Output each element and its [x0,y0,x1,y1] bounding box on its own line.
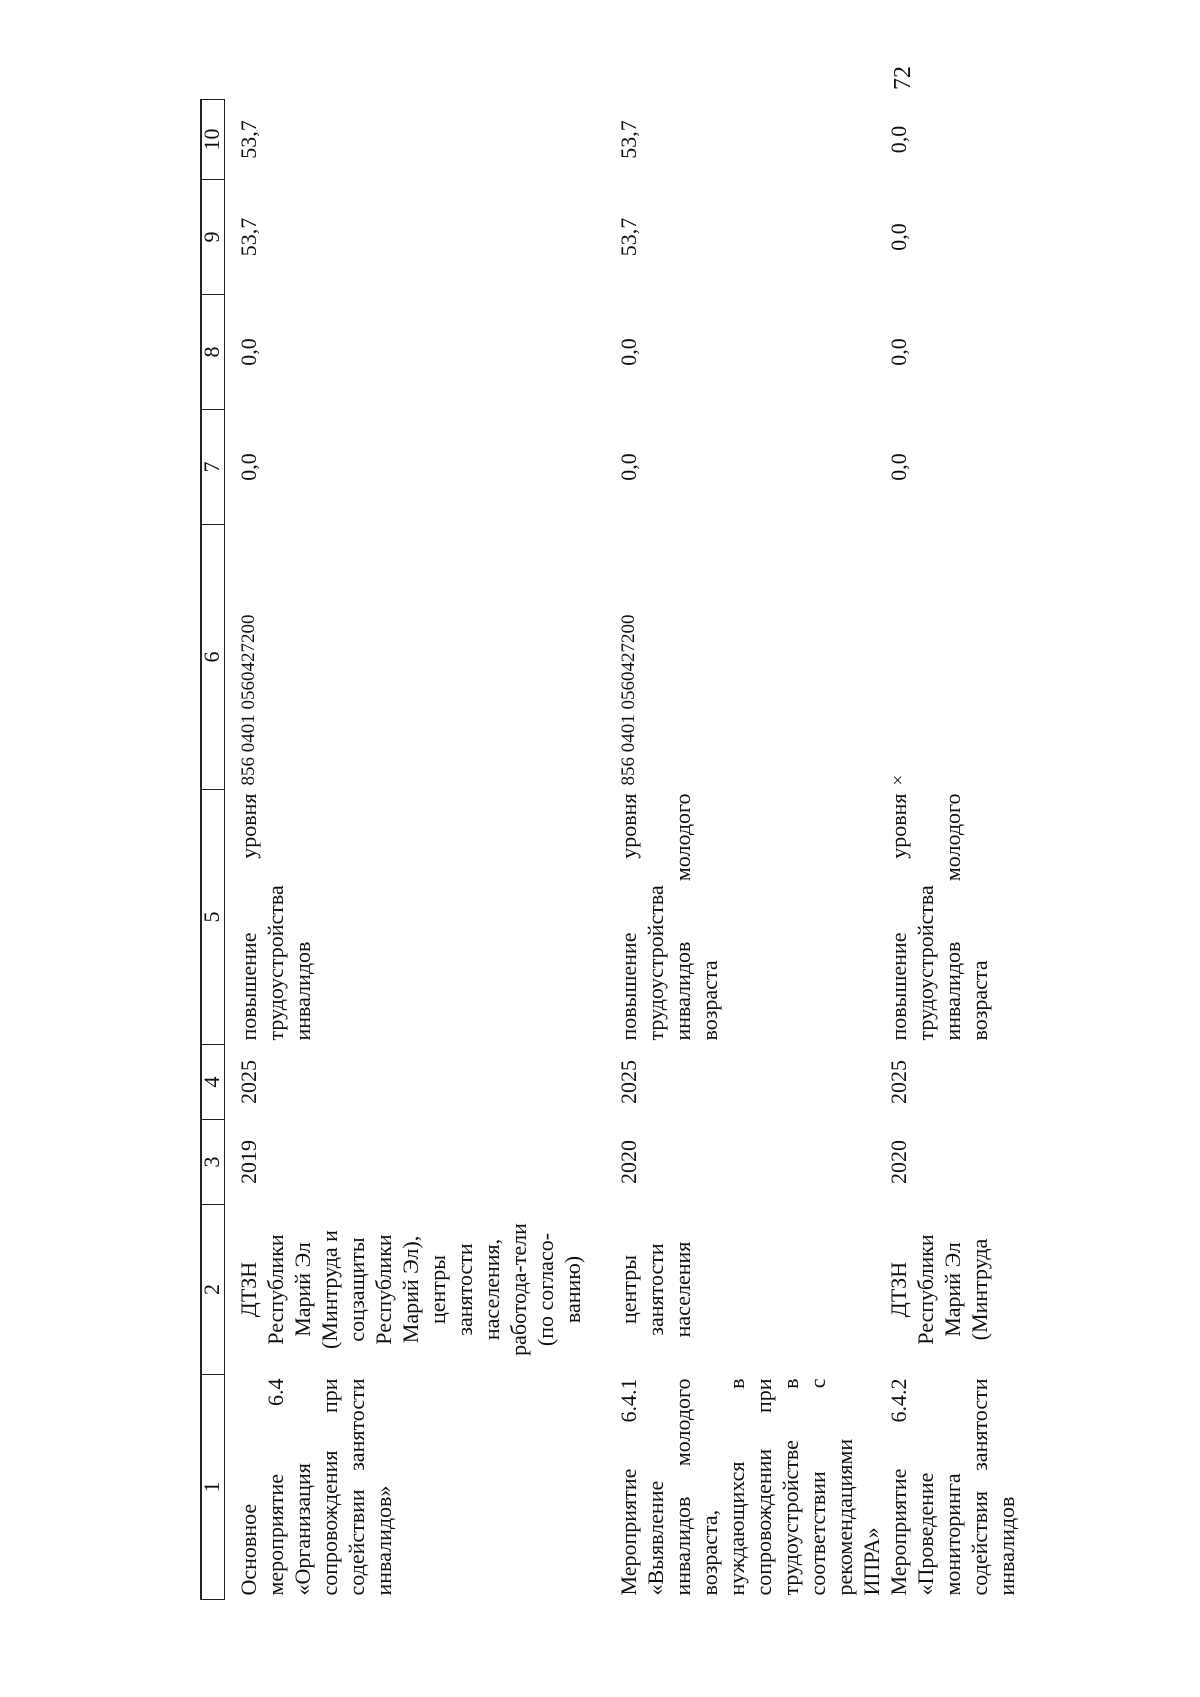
table-header [201,100,225,1600]
executor: ДТЗН Республики Марий Эл (Минтруда и соцзащиты Республики Марий Эл), центры занятости населения, работода-тели (по согласо-ванию) [236,1223,585,1356]
value-col-9: 53,7 [236,217,261,257]
activity-name: Мероприятие 6.4.2 «Проведение мониторинга содействия занятости инвалидов [886,1378,1019,1596]
header-col-3: 3 [201,1120,225,1205]
spacer [225,100,236,1600]
table-row [235,100,615,1600]
start-year: 2020 [616,1140,641,1184]
header-col-7: 7 [201,410,225,525]
executor: ДТЗН Республики Марий Эл (Минтруда [886,1234,992,1345]
budget-code: 856 0401 0560427200 [238,614,259,786]
value-col-8: 0,0 [886,338,911,366]
rotated-table-container [199,100,1019,1600]
header-col-10: 10 [201,100,225,180]
value-col-9: 0,0 [886,223,911,251]
expected-result: повышение уровня трудоустройства инвалидов молодого возраста [616,793,722,1041]
end-year: 2025 [616,1060,641,1104]
value-col-7: 0,0 [236,453,261,481]
table-row [885,100,1020,1600]
table-row [615,100,885,1600]
header-col-2: 2 [201,1205,225,1375]
start-year: 2020 [886,1140,911,1184]
expected-result: повышение уровня трудоустройства инвалидов [236,793,315,1041]
header-col-9: 9 [201,180,225,295]
executor: центры занятости населения [616,1241,695,1338]
end-year: 2025 [886,1060,911,1104]
activity-name: Основное мероприятие 6.4 «Организация сопровождения при содействии занятости инвалидов» [236,1378,396,1596]
header-col-1: 1 [201,1375,225,1600]
start-year: 2019 [236,1140,261,1184]
page-number: 72 [890,66,916,90]
value-col-8: 0,0 [236,338,261,366]
header-col-5: 5 [201,790,225,1045]
header-col-6: 6 [201,525,225,790]
budget-code: 856 0401 0560427200 [618,614,639,786]
budget-code: × [888,774,909,786]
value-col-7: 0,0 [886,453,911,481]
program-activities-table [200,99,1020,1600]
value-col-7: 0,0 [616,453,641,481]
header-col-4: 4 [201,1045,225,1120]
header-col-8: 8 [201,295,225,410]
expected-result: повышение уровня трудоустройства инвалидов молодого возраста [886,793,992,1041]
activity-name: Мероприятие 6.4.1 «Выявление инвалидов молодого возраста, нуждающихся в сопровождении при трудоустройстве в соответствии с рекомендациями ИПРА» [616,1378,884,1596]
value-col-8: 0,0 [616,338,641,366]
value-col-10: 53,7 [236,120,261,159]
value-col-10: 53,7 [616,120,641,159]
value-col-10: 0,0 [886,125,911,154]
end-year: 2025 [236,1060,261,1104]
value-col-9: 53,7 [616,217,641,257]
